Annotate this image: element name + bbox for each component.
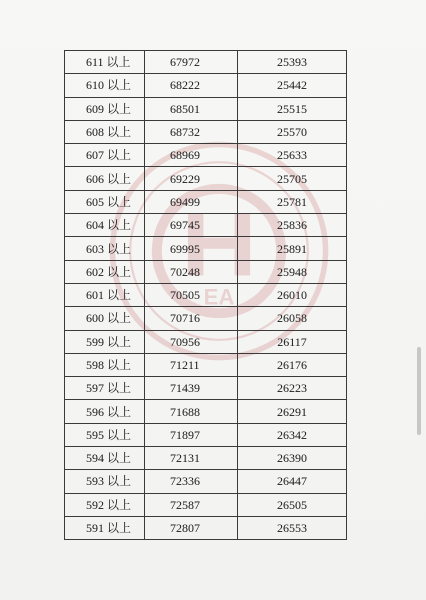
count2-cell: 25891 — [238, 237, 347, 260]
table-row — [65, 447, 347, 470]
count2-cell: 26553 — [238, 516, 347, 539]
score-cell: 604 以上 — [65, 214, 145, 237]
score-cell: 596 以上 — [65, 400, 145, 423]
count2-cell: 26176 — [238, 353, 347, 376]
score-cell: 610 以上 — [65, 74, 145, 97]
count2-cell: 25705 — [238, 167, 347, 190]
score-cell: 607 以上 — [65, 144, 145, 167]
score-cell: 605 以上 — [65, 190, 145, 213]
table-row — [65, 120, 347, 143]
count-cell: 72807 — [145, 516, 238, 539]
count2-cell: 26390 — [238, 447, 347, 470]
count-cell: 70505 — [145, 283, 238, 306]
score-cell: 608 以上 — [65, 120, 145, 143]
table-row — [65, 493, 347, 516]
table-row — [65, 377, 347, 400]
count2-cell: 25442 — [238, 74, 347, 97]
table-row — [65, 307, 347, 330]
count-cell: 70956 — [145, 330, 238, 353]
table-row — [65, 190, 347, 213]
count-cell: 68732 — [145, 120, 238, 143]
seal-emblem-text: EA — [203, 284, 235, 310]
table-row — [65, 470, 347, 493]
count2-cell: 26223 — [238, 377, 347, 400]
table-row — [65, 260, 347, 283]
score-cell: 611 以上 — [65, 51, 145, 74]
score-cell: 592 以上 — [65, 493, 145, 516]
count-cell: 71211 — [145, 353, 238, 376]
count-cell: 68222 — [145, 74, 238, 97]
score-cell: 606 以上 — [65, 167, 145, 190]
table-row — [65, 353, 347, 376]
count2-cell: 25393 — [238, 51, 347, 74]
count2-cell: 26342 — [238, 423, 347, 446]
table-row — [65, 330, 347, 353]
count-cell: 70716 — [145, 307, 238, 330]
score-cell: 594 以上 — [65, 447, 145, 470]
score-cell: 599 以上 — [65, 330, 145, 353]
count2-cell: 25781 — [238, 190, 347, 213]
table-row — [65, 167, 347, 190]
score-cell: 591 以上 — [65, 516, 145, 539]
table-row — [65, 423, 347, 446]
table-row — [65, 516, 347, 539]
table-row — [65, 144, 347, 167]
count-cell: 71897 — [145, 423, 238, 446]
count-cell: 69995 — [145, 237, 238, 260]
score-table — [64, 50, 347, 540]
score-cell: 601 以上 — [65, 283, 145, 306]
count-cell: 68501 — [145, 97, 238, 120]
count2-cell: 25515 — [238, 97, 347, 120]
count-cell: 67972 — [145, 51, 238, 74]
score-cell: 602 以上 — [65, 260, 145, 283]
count2-cell: 25836 — [238, 214, 347, 237]
count-cell: 72587 — [145, 493, 238, 516]
count-cell: 68969 — [145, 144, 238, 167]
count-cell: 69745 — [145, 214, 238, 237]
table-row — [65, 51, 347, 74]
table-row — [65, 237, 347, 260]
table-row — [65, 214, 347, 237]
scrollbar-thumb[interactable] — [417, 347, 421, 435]
count2-cell: 26117 — [238, 330, 347, 353]
count-cell: 72336 — [145, 470, 238, 493]
count2-cell: 26010 — [238, 283, 347, 306]
table-row — [65, 74, 347, 97]
count2-cell: 26291 — [238, 400, 347, 423]
count-cell: 71439 — [145, 377, 238, 400]
score-cell: 609 以上 — [65, 97, 145, 120]
count2-cell: 26447 — [238, 470, 347, 493]
count-cell: 72131 — [145, 447, 238, 470]
score-cell: 598 以上 — [65, 353, 145, 376]
count2-cell: 26058 — [238, 307, 347, 330]
score-cell: 595 以上 — [65, 423, 145, 446]
score-cell: 603 以上 — [65, 237, 145, 260]
table-row — [65, 400, 347, 423]
table-row — [65, 283, 347, 306]
score-cell: 600 以上 — [65, 307, 145, 330]
table-row — [65, 97, 347, 120]
count-cell: 71688 — [145, 400, 238, 423]
count2-cell: 25633 — [238, 144, 347, 167]
count2-cell: 25948 — [238, 260, 347, 283]
count-cell: 69229 — [145, 167, 238, 190]
score-cell: 597 以上 — [65, 377, 145, 400]
score-cell: 593 以上 — [65, 470, 145, 493]
count-cell: 69499 — [145, 190, 238, 213]
count-cell: 70248 — [145, 260, 238, 283]
count2-cell: 26505 — [238, 493, 347, 516]
count2-cell: 25570 — [238, 120, 347, 143]
